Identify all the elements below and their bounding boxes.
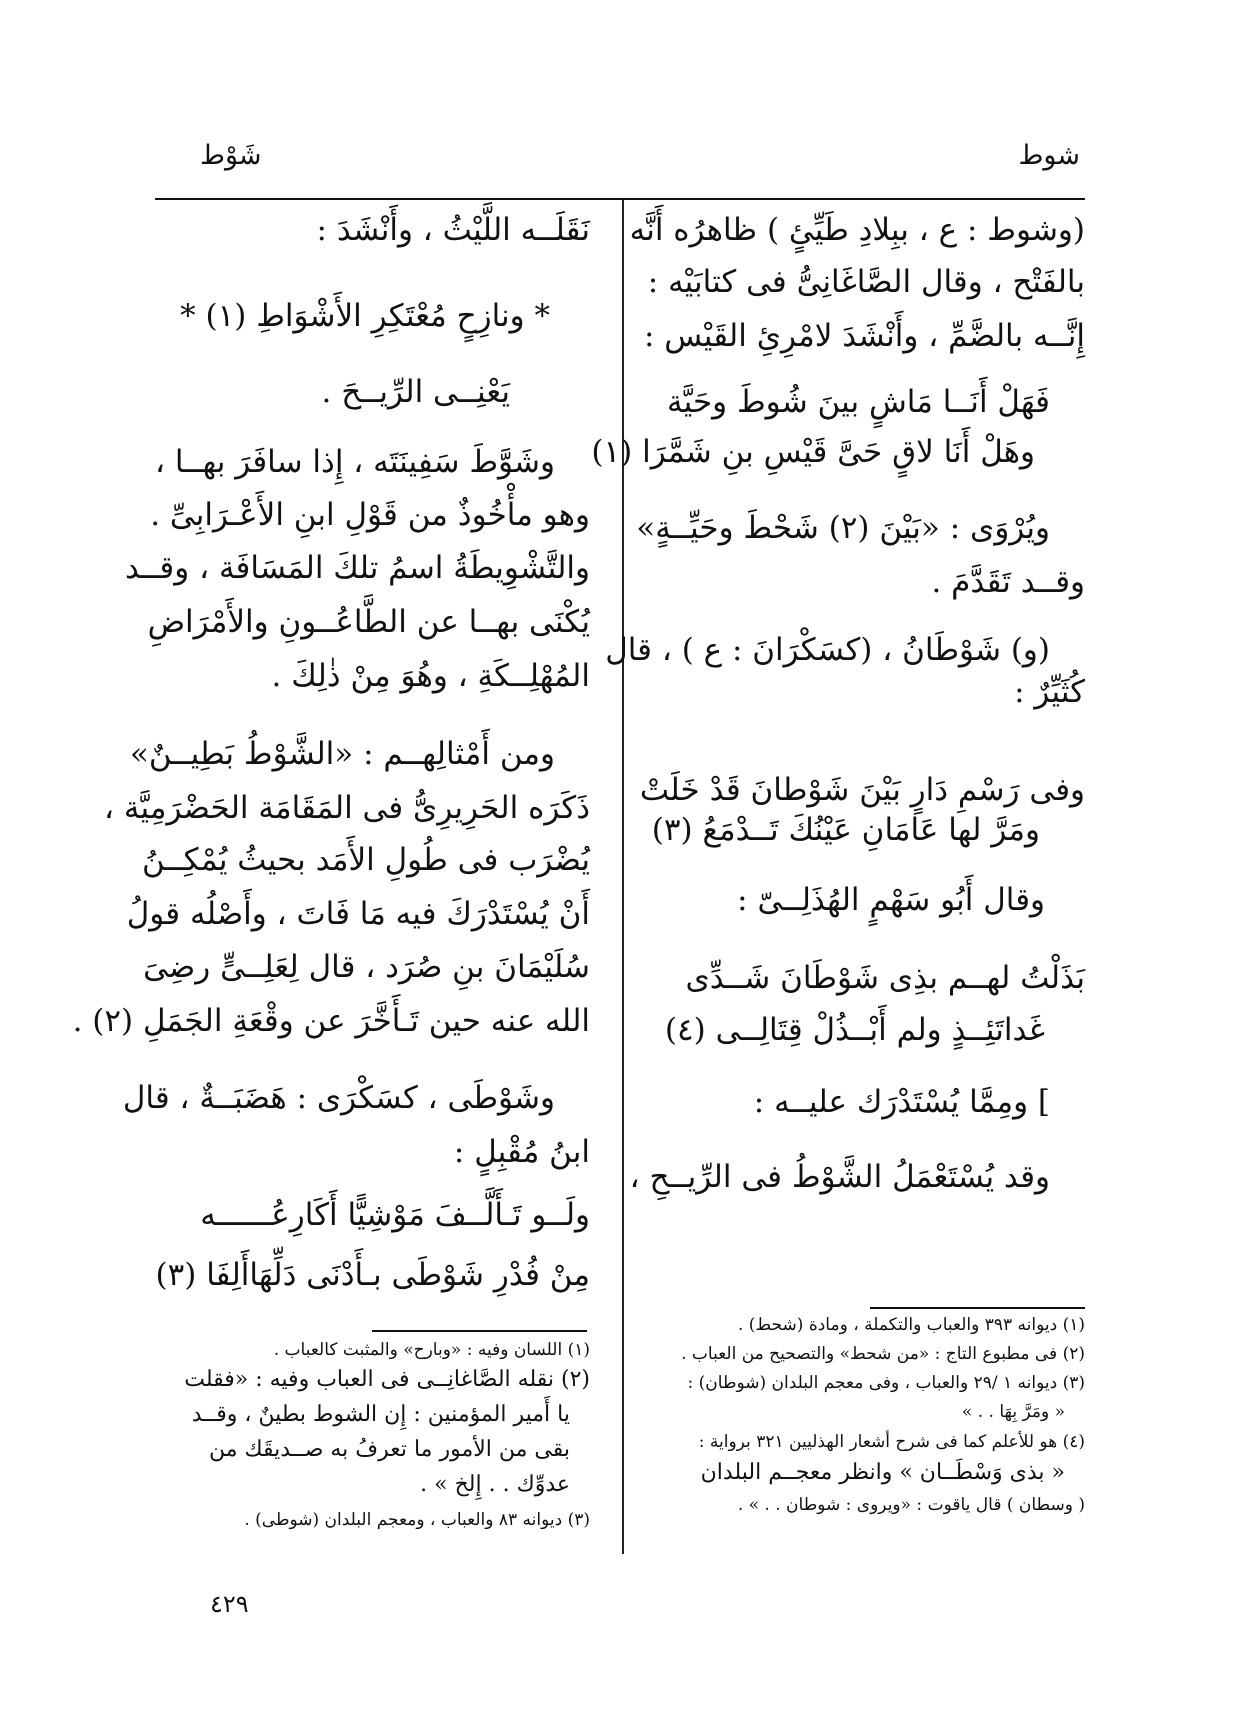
page-number: ٤٢٩ (210, 1590, 249, 1618)
text-line: الله عنه حين تَـأَخَّرَ عن وقْعَةِ الجَمَلِ (٢) . (72, 1003, 590, 1039)
text-line: والتَّشْوِيطَةُ اسمُ تلكَ المَسَافَة ، وقــد (125, 550, 590, 586)
verse-line: فَهَلْ أَنَــا مَاشٍ بينَ شُوطَ وحَيَّة (667, 384, 1050, 420)
footnote-line: (١) ديوانه ٣٩٣ والعباب والتكملة ، ومادة (شحط) . (737, 1315, 1085, 1335)
column-divider (622, 200, 624, 1554)
footnote-line: (٢) فى مطبوع التاج : «من شحط» والتصحيح من العباب . (681, 1344, 1085, 1364)
footnote-line: (٤) هو للأعلم كما فى شرح أشعار الهذليين ٣٢١ برواية : (698, 1432, 1085, 1452)
verse-line: ولَــو تَـأَلَّــفَ مَوْشِيًّا أَكَارِعُــــــه (200, 1197, 590, 1233)
text-line: ويُرْوَى : «بَيْنَ (٢) شَحْطَ وحَيِّــةٍ» (636, 510, 1050, 546)
text-line: يُضْرَب فى طُولِ الأَمَد بحيثُ يُمْكِــنُ (142, 842, 590, 878)
text-line: ابنُ مُقْبِلٍ : (453, 1134, 590, 1170)
text-line: ذَكَرَه الحَرِيرِىُّ فى المَقَامَة الحَضْرَمِيَّة ، (104, 790, 590, 826)
verse-line: ومَرَّ لها عَامَانِ عَيْنُكَ تَــدْمَعُ (٣) (651, 812, 1040, 848)
footnote-line: (٣) ديوانه ١ /٢٩ والعباب ، وفى معجم البلدان (شوطان) : (687, 1373, 1085, 1393)
footnote-line: (٣) ديوانه ٨٣ والعباب ، ومعجم البلدان (شوطى) . (244, 1510, 590, 1530)
footnote-line: يا أَمير المؤمنين : إِن الشوط بطينٌ ، وقــد (191, 1402, 570, 1427)
text-line: ] ومِمَّا يُسْتَدْرَك عليــه : (753, 1084, 1050, 1120)
verse-line: وهَلْ أَنَا لاقٍ حَىَّ قَيْسِ بنِ شَمَّرَا (١) (591, 434, 1035, 470)
header-right-word: شوط (1018, 140, 1080, 171)
text-line: يَعْنِــى الرِّيــحَ . (321, 374, 510, 410)
text-line: ومن أَمْثالِهــم : «الشَّوْطُ بَطِيــنٌ» (129, 736, 555, 772)
text-line: أَنْ يُسْتَدْرَكَ فيه مَا فَاتَ ، وأَصْلُه قولُ (126, 896, 590, 932)
text-line: يُكْنَى بهــا عن الطَّاعُــونِ والأَمْرَاضِ (147, 604, 590, 640)
text-line: وقد يُسْتَعْمَلُ الشَّوْطُ فى الرِّيــحِ ، (629, 1159, 1050, 1195)
verse-line: وفى رَسْمِ دَارٍ بَيْنَ شَوْطانَ قَدْ خَلَتْ (639, 772, 1085, 808)
footnote-line: « ومَرَّ بِهَا . . » (961, 1402, 1065, 1422)
footnote-rule-left (372, 1330, 587, 1332)
header-left-word: شَوْط (200, 140, 262, 171)
footnote-rule-right (870, 1307, 1085, 1309)
footnote-line: ( وسطان ) قال ياقوت : «ويروى : شوطان . . » . (737, 1495, 1085, 1515)
text-line: كُثَيِّرٌ : (1014, 674, 1085, 710)
text-line: (وشوط : ع ، ببِلادِ طَيِّئٍ ) ظاهرُه أَنَّه (629, 212, 1085, 248)
verse-line: مِنْ فُدْرِ شَوْطَى بـأَدْنَى دَلِّهَاأَلِفَا (٣) (155, 1257, 590, 1293)
text-line: بالفَتْح ، وقال الصَّاغَانِىُّ فى كتابَيْه : (647, 264, 1085, 300)
footnote-line: عدوِّك . . إِلخ » . (420, 1472, 570, 1497)
footnote-line: « بذى وَسْطَــان » وانظر معجــم البلدان (700, 1460, 1065, 1485)
text-line: سُلَيْمَانَ بنِ صُرَد ، قال لِعَلِــىٍّ رضِىَ (143, 949, 590, 985)
header-rule (155, 198, 1085, 200)
text-line: نَقَلَــه اللَّيْثُ ، وأَنْشَدَ : (316, 212, 590, 248)
text-line: وشَوَّطَ سَفِينَتَه ، إِذا سافَرَ بهــا ، (154, 444, 555, 480)
footnote-line: بقى من الأمور ما تعرفُ به صــديقَك من (208, 1437, 570, 1462)
text-line: وقــد تَقَدَّمَ . (931, 564, 1085, 600)
text-line: وشَوْطَى ، كسَكْرَى : هَضَبَــةٌ ، قال (122, 1080, 555, 1116)
verse-line: غَداتَئِــذٍ ولم أَبْــذُلْ قِتَالِــى (٤) (664, 1012, 1045, 1048)
footnote-line: (١) اللسان وفيه : «وبارح» والمثبت كالعباب . (273, 1340, 590, 1360)
verse-line: * ونازِحٍ مُعْتَكِرِ الأَشْوَاطِ (١) * (180, 298, 550, 334)
text-line: المُهْلِــكَةِ ، وهُوَ مِنْ ذٰلِكَ . (271, 658, 590, 694)
verse-line: بَذَلْتُ لهــم بذِى شَوْطَانَ شَــدِّى (685, 960, 1085, 996)
footnote-line: (٢) نقله الصَّاغانِــى فى العباب وفيه : «فقلت (184, 1367, 590, 1392)
text-line: وقال أَبُو سَهْمٍ الهُذَلِــىّ : (737, 882, 1045, 918)
text-line: (و) شَوْطَانُ ، (كسَكْرَانَ : ع ) ، قال (605, 632, 1050, 668)
text-line: إِنَّــه بالضَّمِّ ، وأَنْشَدَ لامْرِئِ القَيْس : (643, 318, 1085, 354)
text-line: وهو مأْخُوذٌ من قَوْلِ ابنِ الأَعْـرَابِىِّ . (150, 497, 590, 533)
